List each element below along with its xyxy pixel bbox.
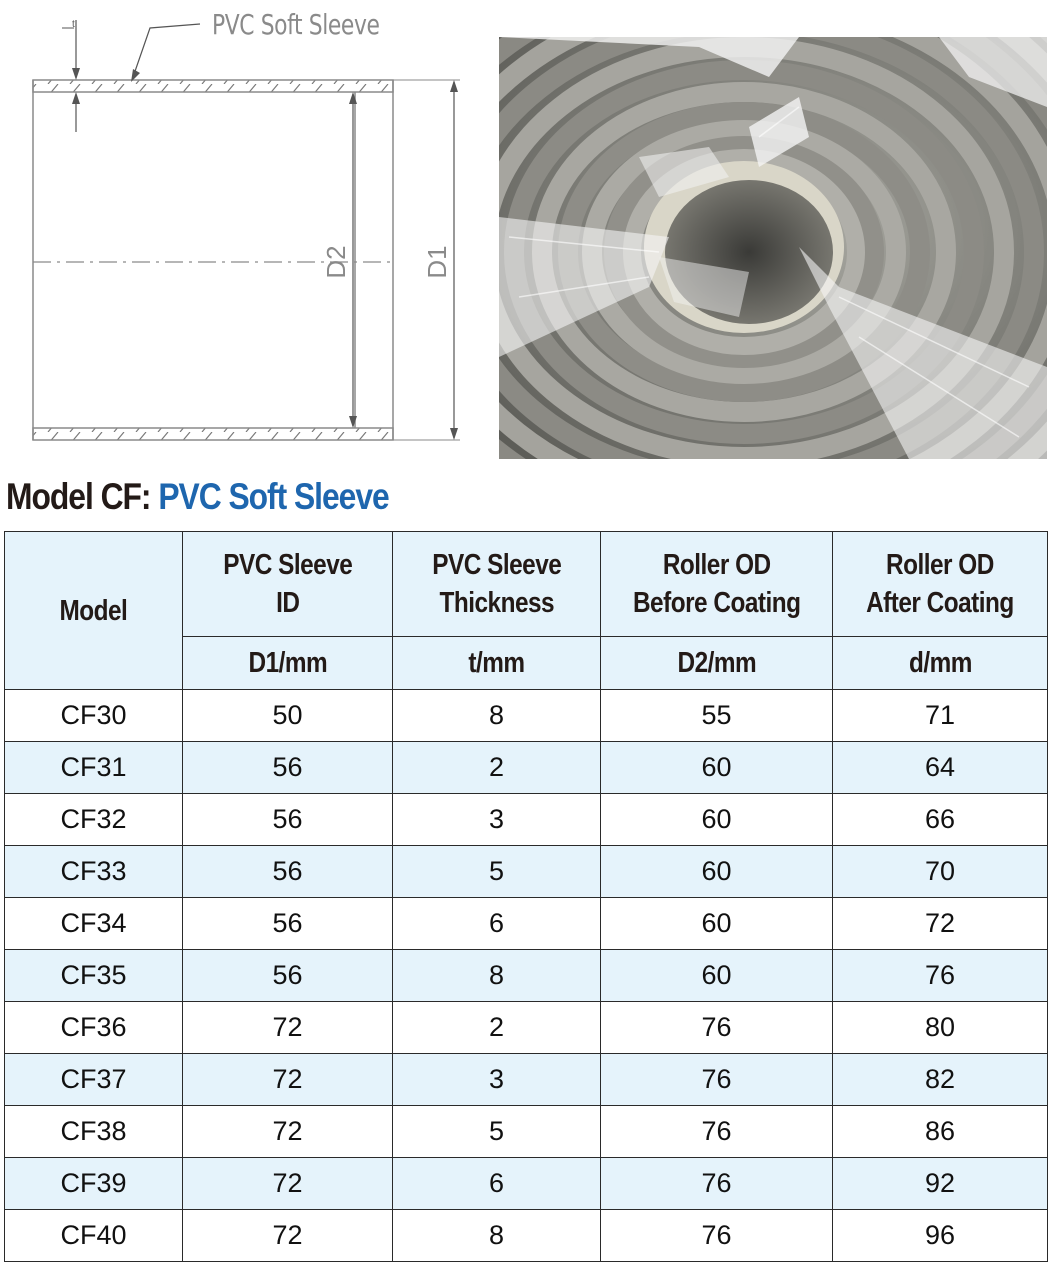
table-row [5, 1158, 1048, 1210]
cell-d: 92 [833, 1158, 1048, 1210]
callout-pvc-soft-sleeve: PVC Soft Sleeve [212, 8, 380, 41]
header-od-before: Roller OD Before Coating [601, 532, 833, 637]
cell-model: CF37 [5, 1054, 183, 1106]
heading-title: PVC Soft Sleeve [158, 476, 389, 517]
cell-model: CF40 [5, 1210, 183, 1262]
header-model: Model [5, 532, 183, 690]
cell-d1: 72 [183, 1054, 393, 1106]
cell-model: CF39 [5, 1158, 183, 1210]
cell-t: 2 [393, 742, 601, 794]
cell-d1: 56 [183, 846, 393, 898]
cell-d: 64 [833, 742, 1048, 794]
unit-d: d/mm [833, 637, 1048, 690]
table-row [5, 1054, 1048, 1106]
cell-d: 80 [833, 1002, 1048, 1054]
cell-d2: 76 [601, 1158, 833, 1210]
cell-d: 70 [833, 846, 1048, 898]
cell-t: 2 [393, 1002, 601, 1054]
cell-d: 96 [833, 1210, 1048, 1262]
cell-d1: 56 [183, 794, 393, 846]
sleeve-technical-drawing [0, 0, 490, 460]
header-od-after: Roller OD After Coating [833, 532, 1048, 637]
header-sleeve-thickness: PVC Sleeve Thickness [393, 532, 601, 637]
cell-d: 86 [833, 1106, 1048, 1158]
unit-d2: D2/mm [601, 637, 833, 690]
dimension-d2-label: D2 [321, 245, 351, 279]
heading-model-prefix: Model CF: [6, 476, 151, 517]
cell-d: 71 [833, 690, 1048, 742]
cell-d1: 72 [183, 1002, 393, 1054]
cell-model: CF35 [5, 950, 183, 1002]
section-heading [6, 474, 389, 520]
header-sleeve-id: PVC Sleeve ID [183, 532, 393, 637]
table-row [5, 1210, 1048, 1262]
cell-model: CF31 [5, 742, 183, 794]
cell-t: 8 [393, 690, 601, 742]
cell-d1: 72 [183, 1106, 393, 1158]
cell-d2: 76 [601, 1002, 833, 1054]
cell-d2: 55 [601, 690, 833, 742]
cell-model: CF32 [5, 794, 183, 846]
cell-model: CF36 [5, 1002, 183, 1054]
unit-t: t/mm [393, 637, 601, 690]
cell-d2: 76 [601, 1054, 833, 1106]
table-row [5, 690, 1048, 742]
cell-t: 3 [393, 1054, 601, 1106]
cell-t: 8 [393, 1210, 601, 1262]
cell-d1: 56 [183, 742, 393, 794]
cell-d: 66 [833, 794, 1048, 846]
cell-d2: 60 [601, 794, 833, 846]
cell-model: CF30 [5, 690, 183, 742]
cell-d2: 76 [601, 1210, 833, 1262]
table-row [5, 898, 1048, 950]
dimension-t-label: t [72, 19, 75, 30]
cell-d1: 56 [183, 898, 393, 950]
dimension-d1-label: D1 [422, 245, 452, 279]
cell-d1: 50 [183, 690, 393, 742]
cell-d1: 56 [183, 950, 393, 1002]
cell-t: 6 [393, 1158, 601, 1210]
cell-t: 5 [393, 1106, 601, 1158]
cell-d2: 60 [601, 898, 833, 950]
table-row [5, 1002, 1048, 1054]
cell-d2: 60 [601, 846, 833, 898]
cell-d2: 60 [601, 950, 833, 1002]
table-row [5, 742, 1048, 794]
sleeve-wall-top [33, 80, 393, 92]
cell-d1: 72 [183, 1158, 393, 1210]
cell-model: CF34 [5, 898, 183, 950]
spec-table [4, 531, 1048, 1262]
table-row [5, 1106, 1048, 1158]
cell-t: 3 [393, 794, 601, 846]
cell-model: CF33 [5, 846, 183, 898]
table-row [5, 846, 1048, 898]
cell-d: 72 [833, 898, 1048, 950]
table-row [5, 794, 1048, 846]
cell-t: 6 [393, 898, 601, 950]
unit-d1: D1/mm [183, 637, 393, 690]
cell-d: 82 [833, 1054, 1048, 1106]
cell-d2: 76 [601, 1106, 833, 1158]
cell-t: 8 [393, 950, 601, 1002]
table-row [5, 950, 1048, 1002]
coiled-pvc-sleeve-photo [499, 37, 1047, 459]
cell-d1: 72 [183, 1210, 393, 1262]
cell-model: CF38 [5, 1106, 183, 1158]
cell-d2: 60 [601, 742, 833, 794]
sleeve-wall-bottom [33, 428, 393, 440]
cell-d: 76 [833, 950, 1048, 1002]
cell-t: 5 [393, 846, 601, 898]
